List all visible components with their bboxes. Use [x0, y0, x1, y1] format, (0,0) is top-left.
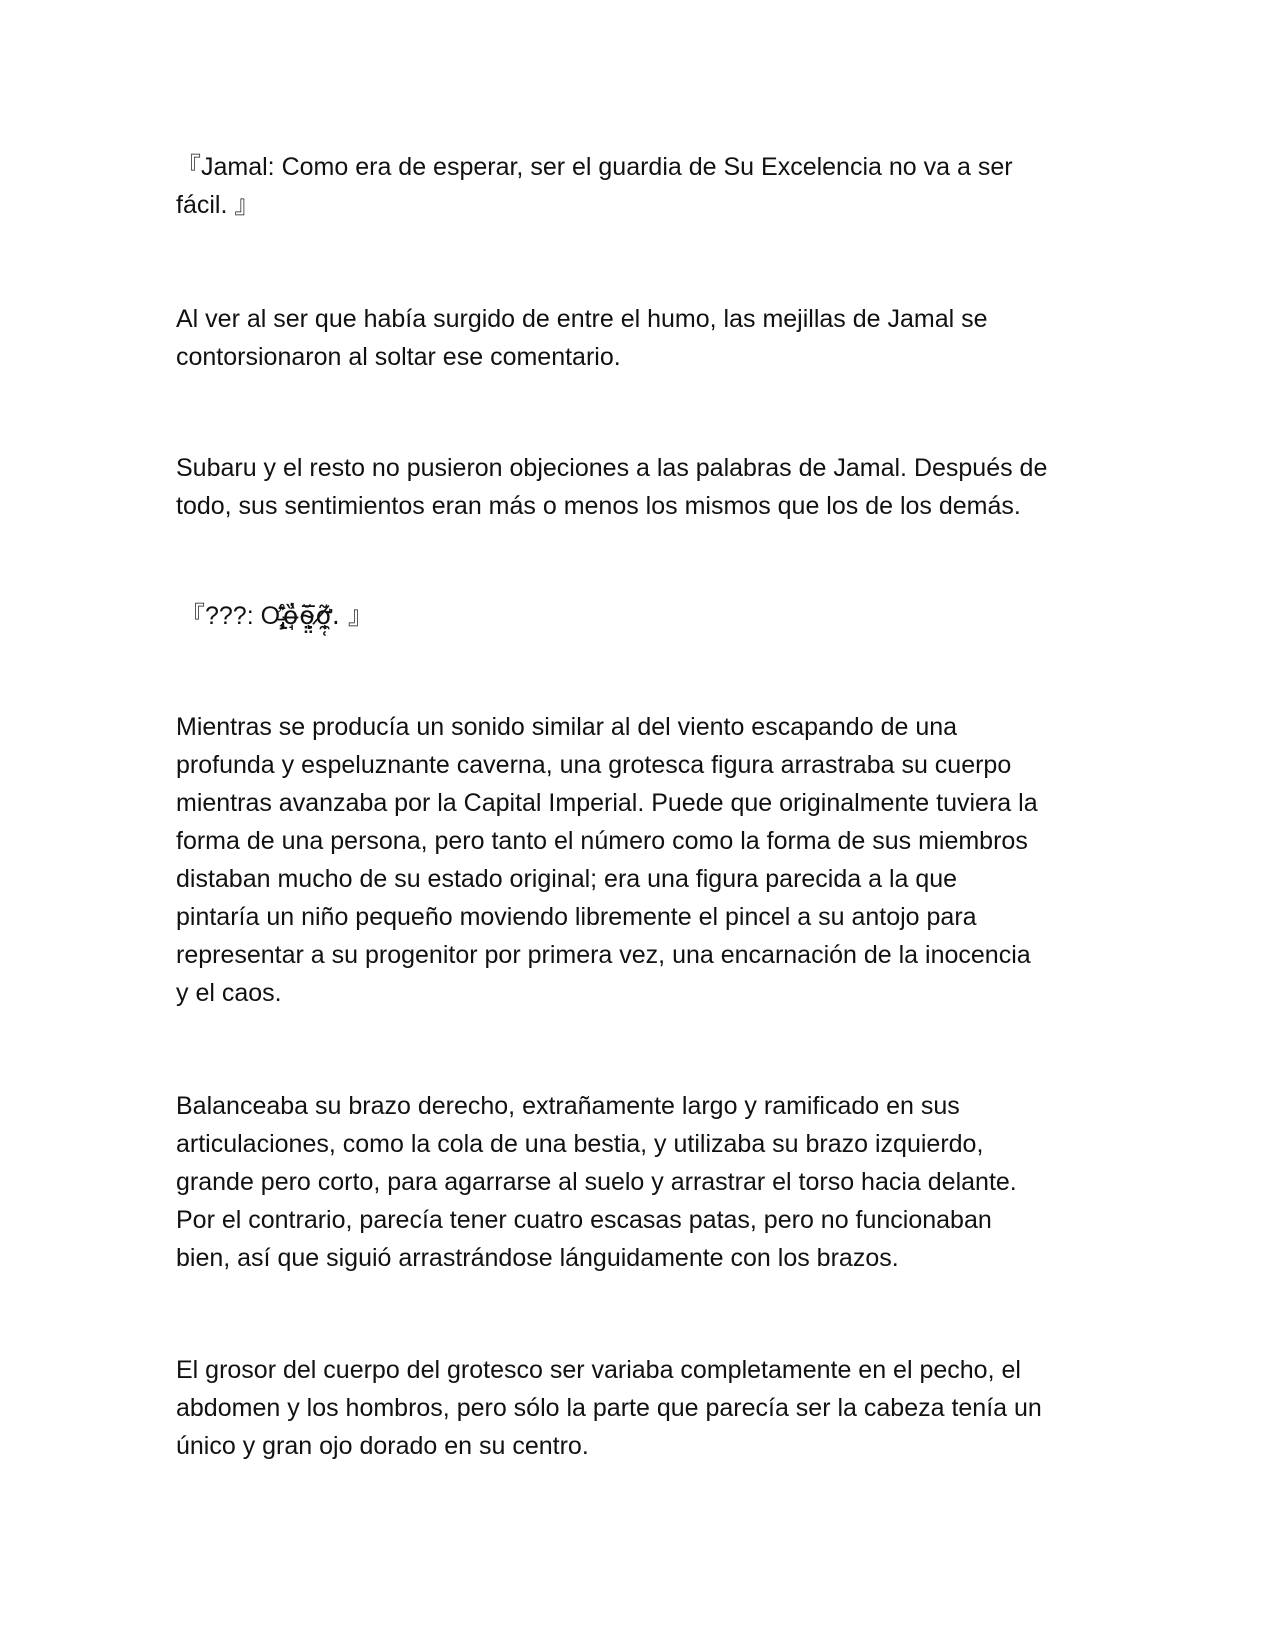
- text-line: y el caos.: [176, 979, 282, 1007]
- narration-paragraph: [176, 1351, 1106, 1465]
- text-line: grande pero corto, para agarrarse al suelo y arrastrar el torso hacia delante.: [176, 1168, 1017, 1196]
- text-line: distaban mucho de su estado original; era una figura parecida a la que: [176, 865, 958, 893]
- narration-paragraph: [176, 449, 1106, 525]
- text-line: pintaría un niño pequeño moviendo libremente el pincel a su antojo para: [176, 903, 977, 931]
- text-line: único y gran ojo dorado en su centro.: [176, 1432, 589, 1460]
- speaker-label: 『???:: [180, 602, 261, 630]
- glitch-text: Ơ̵̧̢̝̞̄̊͛ȍ̶̘̓ŏ̴̤̤̅ͅỡ̸̛̼̜ͅ.: [260, 601, 341, 630]
- text-line: Por el contrario, parecía tener cuatro escasas patas, pero no funcionaban: [176, 1206, 992, 1234]
- text-line: forma de una persona, pero tanto el número como la forma de sus miembros: [176, 827, 1028, 855]
- text-line: Balanceaba su brazo derecho, extrañamente largo y ramificado en sus: [176, 1092, 960, 1120]
- dialogue-unknown: [180, 597, 1110, 635]
- text-line: representar a su progenitor por primera vez, una encarnación de la inocencia: [176, 941, 1031, 969]
- text-line: El grosor del cuerpo del grotesco ser variaba completamente en el pecho, el: [176, 1356, 1021, 1384]
- text-line: todo, sus sentimientos eran más o menos los mismos que los de los demás.: [176, 492, 1021, 520]
- text-line: fácil. 』: [176, 191, 260, 219]
- dialogue-jamal: [176, 148, 1106, 224]
- text-line: Mientras se producía un sonido similar al del viento escapando de una: [176, 713, 958, 741]
- text-line: [180, 597, 1110, 635]
- narration-paragraph: [176, 708, 1106, 1012]
- text-line: Subaru y el resto no pusieron objeciones a las palabras de Jamal. Después de: [176, 454, 1048, 482]
- text-line: 『Jamal: Como era de esperar, ser el guardia de Su Excelencia no va a ser: [176, 153, 1013, 181]
- closing-bracket: 』: [340, 602, 373, 630]
- text-line: articulaciones, como la cola de una bestia, y utilizaba su brazo izquierdo,: [176, 1130, 984, 1158]
- narration-paragraph: [176, 300, 1106, 376]
- text-line: abdomen y los hombros, pero sólo la parte que parecía ser la cabeza tenía un: [176, 1394, 1042, 1422]
- text-line: profunda y espeluznante caverna, una grotesca figura arrastraba su cuerpo: [176, 751, 1012, 779]
- narration-paragraph: [176, 1087, 1106, 1277]
- text-line: contorsionaron al soltar ese comentario.: [176, 343, 621, 371]
- text-line: bien, así que siguió arrastrándose lánguidamente con los brazos.: [176, 1244, 899, 1272]
- text-line: Al ver al ser que había surgido de entre el humo, las mejillas de Jamal se: [176, 305, 988, 333]
- text-line: mientras avanzaba por la Capital Imperial. Puede que originalmente tuviera la: [176, 789, 1038, 817]
